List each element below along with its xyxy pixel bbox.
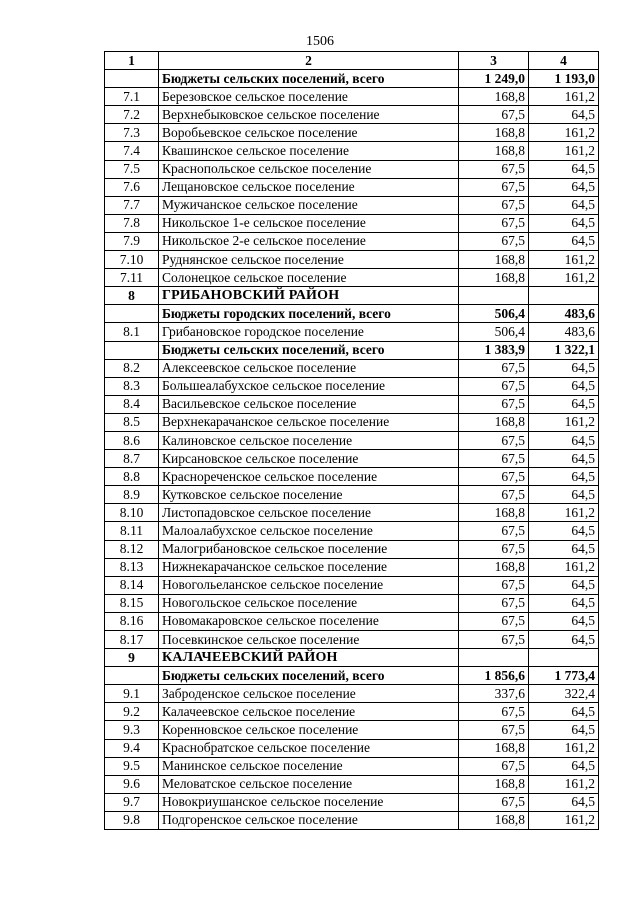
table-row bbox=[105, 124, 599, 142]
value-col4-cell: 64,5 bbox=[529, 232, 599, 250]
settlement-name-cell: Калачеевское сельское поселение bbox=[159, 703, 459, 721]
settlement-name-cell: Новокриушанское сельское поселение bbox=[159, 793, 459, 811]
value-col4-cell: 64,5 bbox=[529, 486, 599, 504]
row-number-cell bbox=[105, 341, 159, 359]
table-row bbox=[105, 793, 599, 811]
settlement-name-cell: Листопадовское сельское поселение bbox=[159, 504, 459, 522]
value-col4-cell: 161,2 bbox=[529, 251, 599, 269]
settlement-name-cell: Новогольеланское сельское поселение bbox=[159, 576, 459, 594]
settlement-name-cell: Коренновское сельское поселение bbox=[159, 721, 459, 739]
row-number-cell: 9.6 bbox=[105, 775, 159, 793]
settlement-name-cell: Верхнебыковское сельское поселение bbox=[159, 106, 459, 124]
value-col3-cell: 168,8 bbox=[459, 142, 529, 160]
value-col4-cell: 322,4 bbox=[529, 685, 599, 703]
row-number-cell: 7.11 bbox=[105, 269, 159, 287]
row-number-cell: 9.5 bbox=[105, 757, 159, 775]
value-col3-cell: 67,5 bbox=[459, 232, 529, 250]
table-row bbox=[105, 88, 599, 106]
table-row bbox=[105, 214, 599, 232]
row-number-cell: 7.2 bbox=[105, 106, 159, 124]
settlement-name-cell: Заброденское сельское поселение bbox=[159, 685, 459, 703]
value-col4-cell: 64,5 bbox=[529, 431, 599, 449]
value-col4-cell: 64,5 bbox=[529, 757, 599, 775]
value-col3-cell: 67,5 bbox=[459, 377, 529, 395]
table-row bbox=[105, 232, 599, 250]
value-col4-cell bbox=[529, 287, 599, 305]
value-col4-cell: 161,2 bbox=[529, 124, 599, 142]
district-row bbox=[105, 649, 599, 667]
value-col4-cell: 64,5 bbox=[529, 377, 599, 395]
district-name-cell: ГРИБАНОВСКИЙ РАЙОН bbox=[159, 287, 459, 305]
table-row bbox=[105, 160, 599, 178]
value-col4-cell bbox=[529, 649, 599, 667]
settlement-name-cell: Краснобратское сельское поселение bbox=[159, 739, 459, 757]
row-number-cell: 8.3 bbox=[105, 377, 159, 395]
row-number-cell: 9.3 bbox=[105, 721, 159, 739]
value-col3-cell: 168,8 bbox=[459, 88, 529, 106]
settlement-name-cell: Посевкинское сельское поселение bbox=[159, 631, 459, 649]
value-col4-cell: 161,2 bbox=[529, 775, 599, 793]
value-col4-cell: 64,5 bbox=[529, 214, 599, 232]
table-row bbox=[105, 251, 599, 269]
value-col3-cell: 1 856,6 bbox=[459, 667, 529, 685]
table-row bbox=[105, 486, 599, 504]
table-row bbox=[105, 450, 599, 468]
settlement-name-cell: Воробьевское сельское поселение bbox=[159, 124, 459, 142]
table-row bbox=[105, 106, 599, 124]
settlement-name-cell: Бюджеты городских поселений, всего bbox=[159, 305, 459, 323]
settlement-name-cell: Бюджеты сельских поселений, всего bbox=[159, 70, 459, 88]
settlement-name-cell: Меловатское сельское поселение bbox=[159, 775, 459, 793]
row-number-cell: 7.5 bbox=[105, 160, 159, 178]
value-col3-cell: 67,5 bbox=[459, 468, 529, 486]
value-col4-cell: 64,5 bbox=[529, 594, 599, 612]
value-col3-cell: 1 249,0 bbox=[459, 70, 529, 88]
row-number-cell: 8.17 bbox=[105, 631, 159, 649]
table-row bbox=[105, 359, 599, 377]
row-number-cell: 9.8 bbox=[105, 811, 159, 829]
value-col3-cell: 506,4 bbox=[459, 323, 529, 341]
value-col4-cell: 64,5 bbox=[529, 522, 599, 540]
row-number-cell: 8.2 bbox=[105, 359, 159, 377]
table-row bbox=[105, 576, 599, 594]
table-row bbox=[105, 721, 599, 739]
value-col3-cell: 67,5 bbox=[459, 160, 529, 178]
settlement-name-cell: Калиновское сельское поселение bbox=[159, 431, 459, 449]
row-number-cell: 8.14 bbox=[105, 576, 159, 594]
value-col4-cell: 64,5 bbox=[529, 450, 599, 468]
value-col4-cell: 64,5 bbox=[529, 178, 599, 196]
settlement-name-cell: Лещановское сельское поселение bbox=[159, 178, 459, 196]
value-col4-cell: 64,5 bbox=[529, 612, 599, 630]
row-number-cell bbox=[105, 70, 159, 88]
settlement-name-cell: Нижнекарачанское сельское поселение bbox=[159, 558, 459, 576]
value-col4-cell: 161,2 bbox=[529, 88, 599, 106]
row-number-cell: 8.5 bbox=[105, 413, 159, 431]
page-number: 1506 bbox=[306, 34, 334, 49]
value-col4-cell: 64,5 bbox=[529, 703, 599, 721]
row-number-cell: 8.1 bbox=[105, 323, 159, 341]
value-col4-cell: 64,5 bbox=[529, 160, 599, 178]
column-header-2: 2 bbox=[159, 52, 459, 70]
row-number-cell: 9 bbox=[105, 649, 159, 667]
value-col3-cell bbox=[459, 649, 529, 667]
value-col3-cell: 168,8 bbox=[459, 269, 529, 287]
settlement-name-cell: Квашинское сельское поселение bbox=[159, 142, 459, 160]
row-number-cell: 7.9 bbox=[105, 232, 159, 250]
value-col4-cell: 1 773,4 bbox=[529, 667, 599, 685]
value-col3-cell: 67,5 bbox=[459, 612, 529, 630]
value-col3-cell: 168,8 bbox=[459, 775, 529, 793]
settlement-name-cell: Верхнекарачанское сельское поселение bbox=[159, 413, 459, 431]
settlement-name-cell: Солонецкое сельское поселение bbox=[159, 269, 459, 287]
value-col3-cell: 67,5 bbox=[459, 450, 529, 468]
value-col4-cell: 64,5 bbox=[529, 631, 599, 649]
value-col4-cell: 161,2 bbox=[529, 504, 599, 522]
value-col3-cell: 168,8 bbox=[459, 251, 529, 269]
district-name-cell: КАЛАЧЕЕВСКИЙ РАЙОН bbox=[159, 649, 459, 667]
value-col3-cell: 168,8 bbox=[459, 413, 529, 431]
value-col3-cell: 67,5 bbox=[459, 594, 529, 612]
settlement-name-cell: Кирсановское сельское поселение bbox=[159, 450, 459, 468]
table-row bbox=[105, 594, 599, 612]
value-col4-cell: 161,2 bbox=[529, 142, 599, 160]
value-col4-cell: 1 193,0 bbox=[529, 70, 599, 88]
value-col4-cell: 483,6 bbox=[529, 305, 599, 323]
value-col3-cell: 67,5 bbox=[459, 196, 529, 214]
value-col4-cell: 161,2 bbox=[529, 811, 599, 829]
value-col3-cell: 67,5 bbox=[459, 486, 529, 504]
value-col3-cell: 1 383,9 bbox=[459, 341, 529, 359]
value-col4-cell: 64,5 bbox=[529, 721, 599, 739]
table-row bbox=[105, 811, 599, 829]
settlement-name-cell: Никольское 2-е сельское поселение bbox=[159, 232, 459, 250]
settlement-name-cell: Большеалабухское сельское поселение bbox=[159, 377, 459, 395]
value-col3-cell: 67,5 bbox=[459, 793, 529, 811]
row-number-cell: 8.13 bbox=[105, 558, 159, 576]
table-row bbox=[105, 775, 599, 793]
table-row bbox=[105, 739, 599, 757]
table-row bbox=[105, 196, 599, 214]
row-number-cell: 7.8 bbox=[105, 214, 159, 232]
column-header-3: 3 bbox=[459, 52, 529, 70]
row-number-cell: 8.6 bbox=[105, 431, 159, 449]
value-col3-cell: 168,8 bbox=[459, 504, 529, 522]
table-row bbox=[105, 612, 599, 630]
value-col4-cell: 161,2 bbox=[529, 558, 599, 576]
table-row bbox=[105, 142, 599, 160]
total-row bbox=[105, 341, 599, 359]
row-number-cell: 8.8 bbox=[105, 468, 159, 486]
value-col4-cell: 1 322,1 bbox=[529, 341, 599, 359]
settlement-name-cell: Новогольское сельское поселение bbox=[159, 594, 459, 612]
row-number-cell: 8.16 bbox=[105, 612, 159, 630]
column-header-1: 1 bbox=[105, 52, 159, 70]
value-col4-cell: 161,2 bbox=[529, 269, 599, 287]
settlement-name-cell: Подгоренское сельское поселение bbox=[159, 811, 459, 829]
value-col3-cell: 168,8 bbox=[459, 739, 529, 757]
table-row bbox=[105, 757, 599, 775]
row-number-cell: 8.12 bbox=[105, 540, 159, 558]
settlement-name-cell: Краснопольское сельское поселение bbox=[159, 160, 459, 178]
total-row bbox=[105, 305, 599, 323]
value-col3-cell bbox=[459, 287, 529, 305]
row-number-cell: 7.7 bbox=[105, 196, 159, 214]
row-number-cell: 8 bbox=[105, 287, 159, 305]
row-number-cell: 9.2 bbox=[105, 703, 159, 721]
value-col4-cell: 64,5 bbox=[529, 106, 599, 124]
table-row bbox=[105, 540, 599, 558]
settlement-name-cell: Краснореченское сельское поселение bbox=[159, 468, 459, 486]
settlement-name-cell: Никольское 1-е сельское поселение bbox=[159, 214, 459, 232]
value-col3-cell: 168,8 bbox=[459, 558, 529, 576]
table-row bbox=[105, 269, 599, 287]
value-col4-cell: 64,5 bbox=[529, 576, 599, 594]
table-row bbox=[105, 395, 599, 413]
table-row bbox=[105, 413, 599, 431]
row-number-cell: 8.10 bbox=[105, 504, 159, 522]
value-col4-cell: 64,5 bbox=[529, 540, 599, 558]
settlement-name-cell: Грибановское городское поселение bbox=[159, 323, 459, 341]
total-row bbox=[105, 667, 599, 685]
value-col3-cell: 506,4 bbox=[459, 305, 529, 323]
table-row bbox=[105, 468, 599, 486]
settlement-name-cell: Бюджеты сельских поселений, всего bbox=[159, 667, 459, 685]
row-number-cell bbox=[105, 305, 159, 323]
row-number-cell: 9.4 bbox=[105, 739, 159, 757]
table-row bbox=[105, 685, 599, 703]
value-col4-cell: 161,2 bbox=[529, 739, 599, 757]
table-row bbox=[105, 631, 599, 649]
value-col4-cell: 64,5 bbox=[529, 395, 599, 413]
value-col4-cell: 64,5 bbox=[529, 359, 599, 377]
value-col3-cell: 67,5 bbox=[459, 106, 529, 124]
row-number-cell: 8.4 bbox=[105, 395, 159, 413]
value-col3-cell: 67,5 bbox=[459, 359, 529, 377]
value-col3-cell: 67,5 bbox=[459, 757, 529, 775]
settlement-name-cell: Мужичанское сельское поселение bbox=[159, 196, 459, 214]
value-col3-cell: 168,8 bbox=[459, 811, 529, 829]
table-row bbox=[105, 431, 599, 449]
district-row bbox=[105, 287, 599, 305]
value-col4-cell: 483,6 bbox=[529, 323, 599, 341]
row-number-cell: 8.11 bbox=[105, 522, 159, 540]
row-number-cell: 7.6 bbox=[105, 178, 159, 196]
value-col3-cell: 67,5 bbox=[459, 431, 529, 449]
table-row bbox=[105, 178, 599, 196]
table-row bbox=[105, 703, 599, 721]
budget-table-body bbox=[105, 52, 599, 830]
budget-table bbox=[104, 51, 599, 830]
value-col3-cell: 67,5 bbox=[459, 395, 529, 413]
row-number-cell: 9.7 bbox=[105, 793, 159, 811]
value-col3-cell: 67,5 bbox=[459, 522, 529, 540]
settlement-name-cell: Алексеевское сельское поселение bbox=[159, 359, 459, 377]
row-number-cell bbox=[105, 667, 159, 685]
value-col3-cell: 67,5 bbox=[459, 178, 529, 196]
table-row bbox=[105, 377, 599, 395]
value-col4-cell: 64,5 bbox=[529, 468, 599, 486]
value-col4-cell: 161,2 bbox=[529, 413, 599, 431]
value-col3-cell: 67,5 bbox=[459, 576, 529, 594]
settlement-name-cell: Руднянское сельское поселение bbox=[159, 251, 459, 269]
settlement-name-cell: Малогрибановское сельское поселение bbox=[159, 540, 459, 558]
value-col3-cell: 67,5 bbox=[459, 214, 529, 232]
value-col4-cell: 64,5 bbox=[529, 793, 599, 811]
value-col3-cell: 67,5 bbox=[459, 721, 529, 739]
table-row bbox=[105, 522, 599, 540]
value-col3-cell: 168,8 bbox=[459, 124, 529, 142]
value-col3-cell: 67,5 bbox=[459, 631, 529, 649]
settlement-name-cell: Новомакаровское сельское поселение bbox=[159, 612, 459, 630]
table-header-row bbox=[105, 52, 599, 70]
row-number-cell: 7.1 bbox=[105, 88, 159, 106]
value-col3-cell: 67,5 bbox=[459, 540, 529, 558]
table-row bbox=[105, 504, 599, 522]
table-row bbox=[105, 323, 599, 341]
row-number-cell: 9.1 bbox=[105, 685, 159, 703]
row-number-cell: 8.9 bbox=[105, 486, 159, 504]
table-row bbox=[105, 558, 599, 576]
row-number-cell: 7.4 bbox=[105, 142, 159, 160]
total-row bbox=[105, 70, 599, 88]
value-col3-cell: 337,6 bbox=[459, 685, 529, 703]
settlement-name-cell: Березовское сельское поселение bbox=[159, 88, 459, 106]
settlement-name-cell: Кутковское сельское поселение bbox=[159, 486, 459, 504]
value-col4-cell: 64,5 bbox=[529, 196, 599, 214]
row-number-cell: 8.15 bbox=[105, 594, 159, 612]
settlement-name-cell: Бюджеты сельских поселений, всего bbox=[159, 341, 459, 359]
settlement-name-cell: Малоалабухское сельское поселение bbox=[159, 522, 459, 540]
row-number-cell: 8.7 bbox=[105, 450, 159, 468]
settlement-name-cell: Васильевское сельское поселение bbox=[159, 395, 459, 413]
settlement-name-cell: Манинское сельское поселение bbox=[159, 757, 459, 775]
row-number-cell: 7.10 bbox=[105, 251, 159, 269]
value-col3-cell: 67,5 bbox=[459, 703, 529, 721]
column-header-4: 4 bbox=[529, 52, 599, 70]
row-number-cell: 7.3 bbox=[105, 124, 159, 142]
